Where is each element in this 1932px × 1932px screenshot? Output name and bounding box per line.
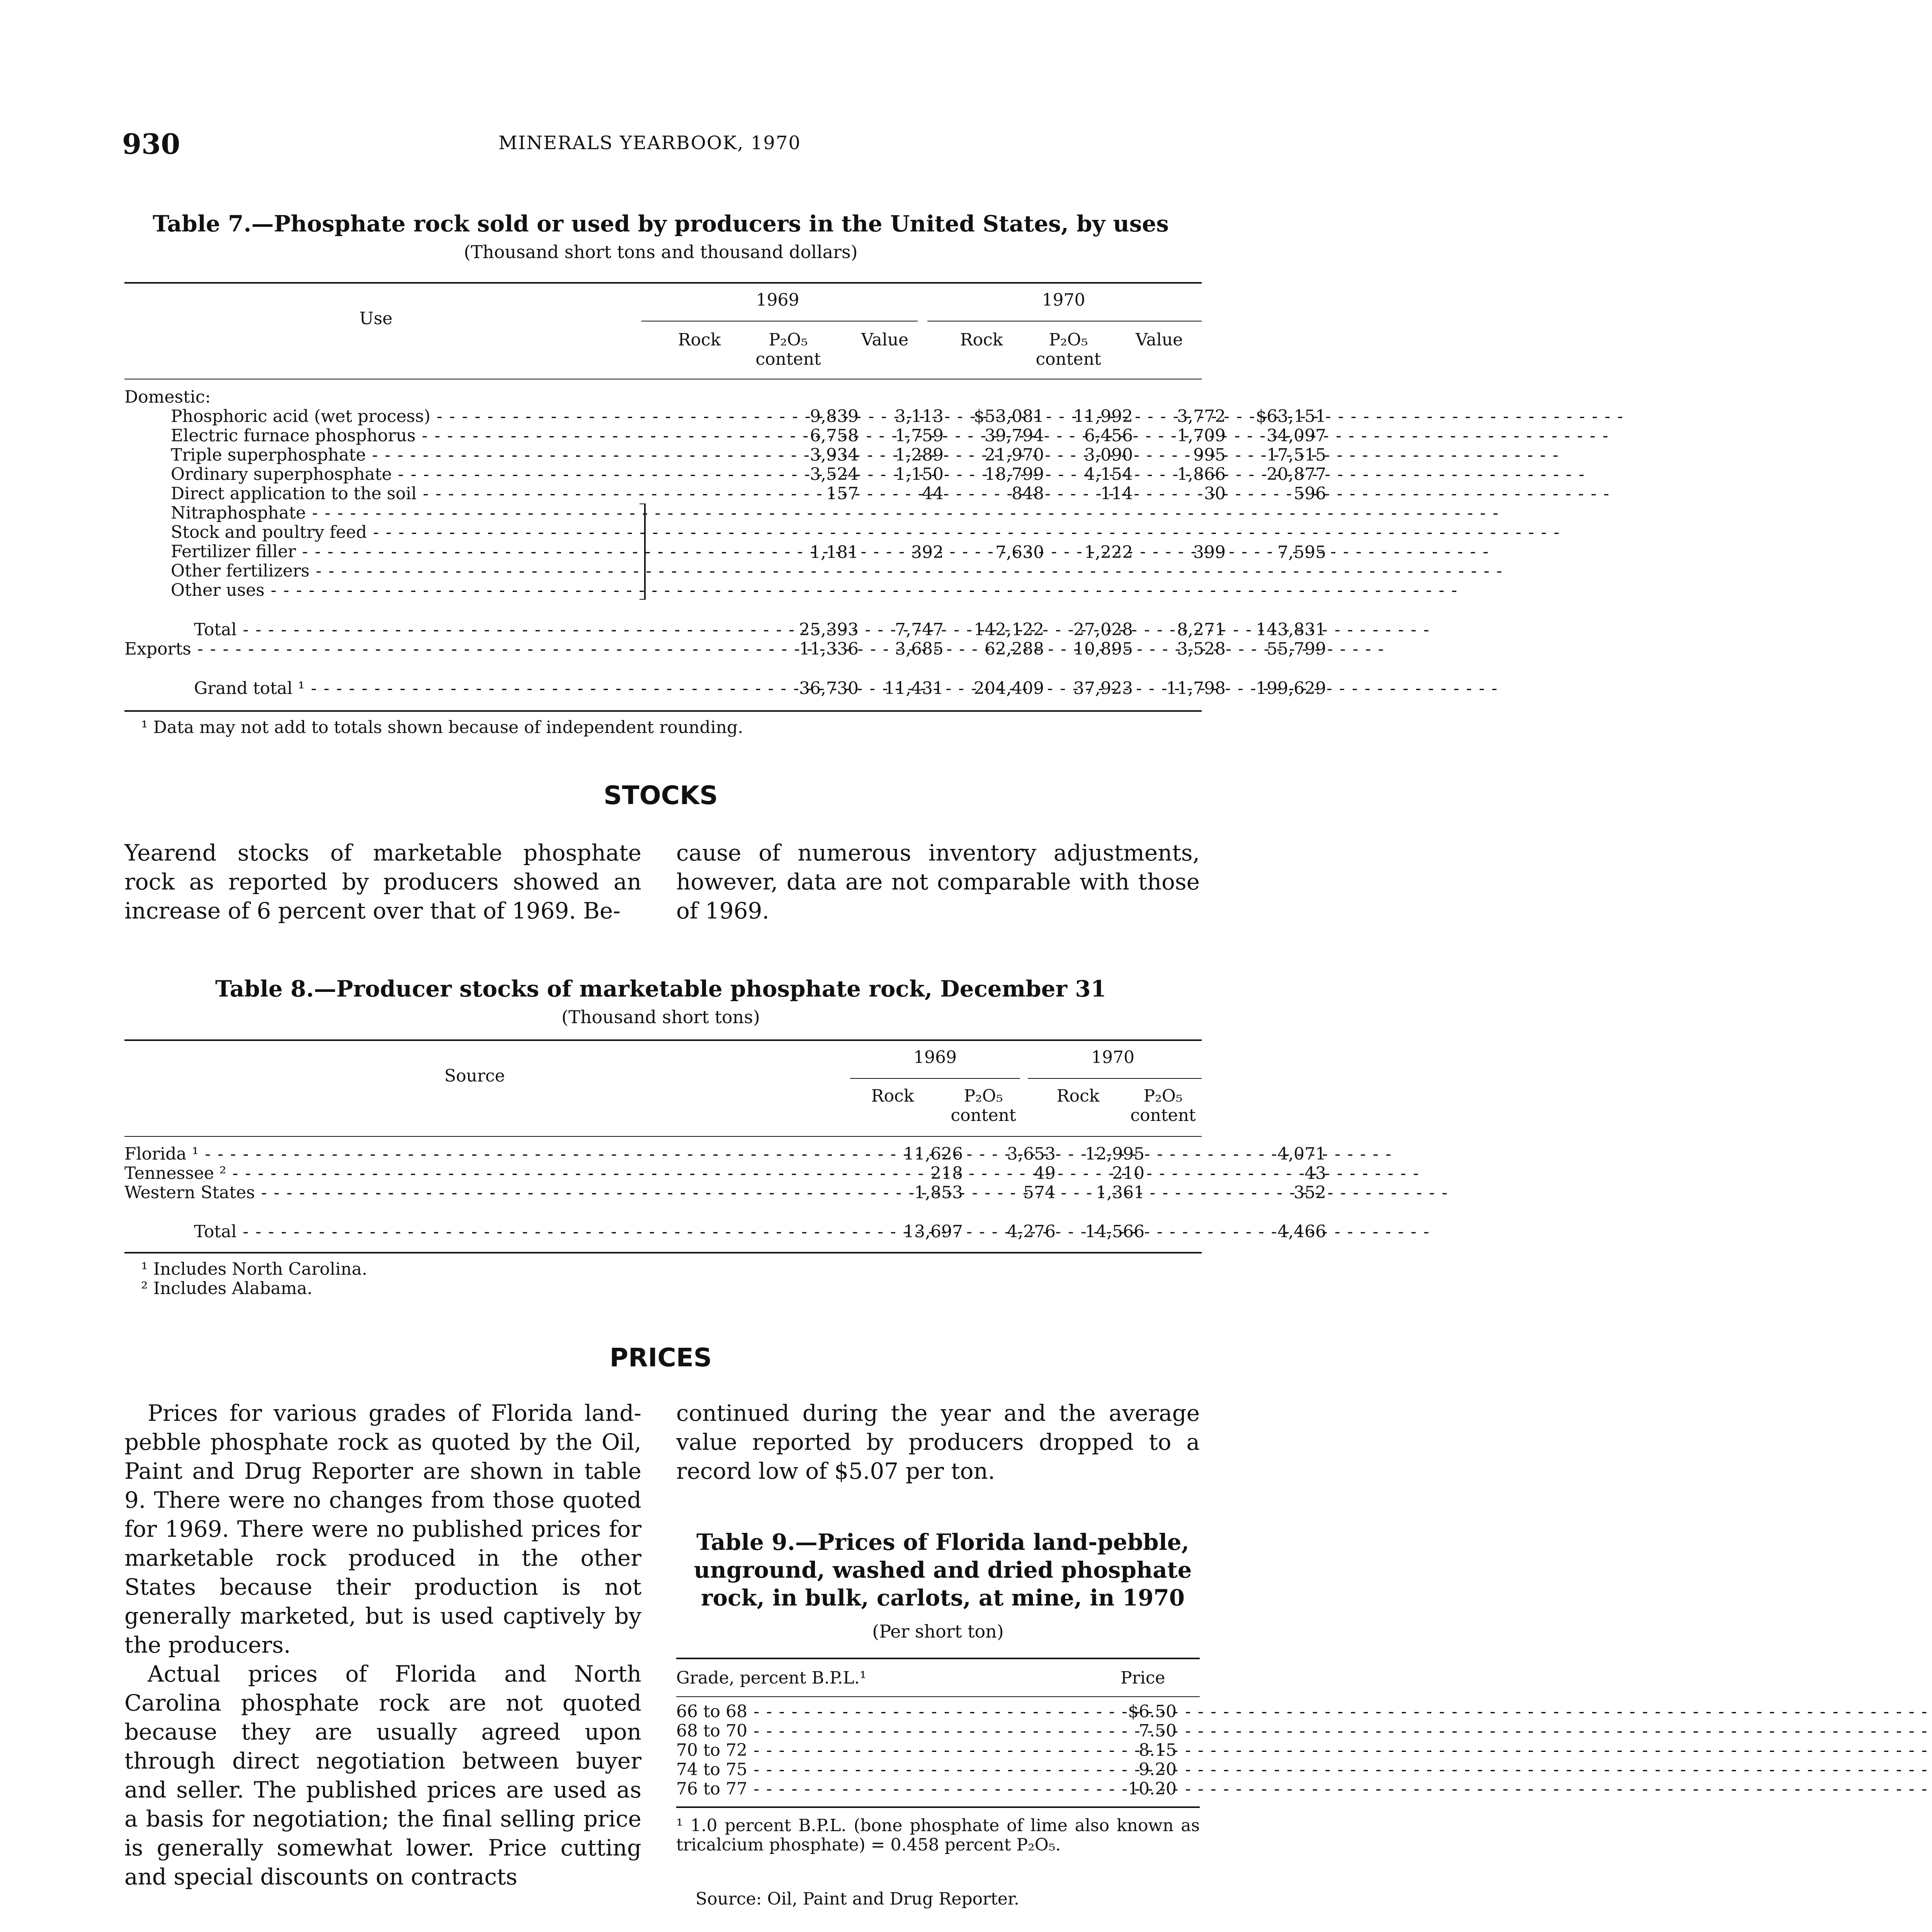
row-label: Electric furnace phosphorus - - -	[171, 426, 758, 446]
paragraph-text: Prices for various grades of Florida land-pebble phosphate rock as quoted by the Oil, Paint and Drug Reporter are shown in table 9. There were no changes from those quoted for 1969. There were no published prices for marketable rock produced in the other States because their production is not generally marketed, but is used captively by the producers.	[124, 1400, 641, 1658]
cell: 10.20	[1128, 1779, 1177, 1799]
cell: 3,090	[1084, 445, 1133, 465]
cell: 14,566	[1085, 1222, 1145, 1242]
table9-footnote: ¹ 1.0 percent B.P.L. (bone phosphate of lime also known as tricalcium phosphate) = 0.458 percent P₂O₅.	[676, 1816, 1200, 1855]
table7-footnote: ¹ Data may not add to totals shown because of independent rounding.	[141, 718, 743, 737]
table7-domestic-label: Domestic:	[124, 387, 211, 407]
table7-year-1969: 1969	[756, 290, 799, 310]
row-label: Florida ¹ - - -	[124, 1145, 851, 1164]
cell: 1,709	[1177, 426, 1226, 446]
table8-header-rule	[124, 1136, 1202, 1137]
table8-year2-rule	[1028, 1078, 1202, 1079]
cell: 1,150	[895, 464, 944, 484]
cell: $63,151	[1256, 406, 1326, 426]
table9-bottom-rule	[676, 1806, 1200, 1808]
table9-top-rule	[676, 1658, 1200, 1659]
table7-grand-total	[124, 679, 1326, 698]
table8-year-1969: 1969	[913, 1048, 957, 1067]
table7-col-p2o5-1: P₂O₅ content	[755, 330, 821, 369]
table7-top-rule	[124, 282, 1202, 284]
cell: 574	[1023, 1183, 1056, 1202]
cell: 204,409	[974, 679, 1044, 698]
row-label: Tennessee ² - - -	[124, 1164, 851, 1183]
table7-col-value-1: Value	[861, 330, 909, 350]
cell: 8.15	[1139, 1740, 1177, 1760]
cell: 49	[1034, 1163, 1056, 1183]
row-label: Direct application to the soil - - -	[171, 484, 758, 503]
table8-col-p2o5-2: P₂O₅ content	[1130, 1086, 1196, 1125]
table9-rows	[676, 1702, 1200, 1799]
row-label: Total - - -	[194, 1222, 851, 1242]
cell: 20,877	[1267, 464, 1326, 484]
cell: 7,630	[995, 543, 1044, 562]
table-row	[676, 1760, 1200, 1779]
table7-col-rock-2: Rock	[960, 330, 1003, 350]
row-label: Grand total ¹ - - -	[194, 679, 758, 698]
cell: 142,122	[974, 620, 1044, 639]
cell: 27,028	[1073, 620, 1133, 639]
cell: 157	[826, 484, 859, 503]
row-label: Ordinary superphosphate - - -	[171, 465, 758, 484]
table8-year1-rule	[850, 1078, 1020, 1079]
cell: 30	[1204, 484, 1226, 503]
stocks-heading: STOCKS	[604, 781, 718, 810]
cell: 4,154	[1084, 464, 1133, 484]
cell: 4,276	[1007, 1222, 1056, 1242]
table-row	[124, 484, 1326, 503]
prices-paragraph-col2: continued during the year and the average value reported by producers dropped to a record low of $5.07 per ton.	[676, 1400, 1200, 1484]
row-label: Exports - - -	[124, 639, 758, 659]
cell: $6.50	[1128, 1702, 1177, 1721]
table8-year-1970: 1970	[1091, 1048, 1134, 1067]
table9-subtitle: (Per short ton)	[872, 1621, 1004, 1642]
cell: $53,081	[974, 406, 1044, 426]
cell: 11,626	[903, 1144, 963, 1164]
cell: 36,730	[799, 679, 859, 698]
table8-total	[124, 1222, 1326, 1242]
table7-col-value-2: Value	[1135, 330, 1183, 350]
table-row	[124, 639, 1326, 659]
cell: 1,181	[810, 543, 859, 562]
table-row	[676, 1741, 1200, 1760]
row-label: 70 to 72 - - -	[676, 1741, 1086, 1760]
table-row	[124, 406, 1326, 426]
cell: 11,992	[1073, 406, 1133, 426]
cell: 11,431	[884, 679, 944, 698]
table-row	[676, 1779, 1200, 1799]
cell: 9.20	[1139, 1760, 1177, 1779]
table-row	[124, 620, 1326, 639]
row-label: Triple superphosphate - - -	[171, 446, 758, 465]
table-row	[124, 445, 1326, 465]
cell: 3,934	[810, 445, 859, 465]
cell: 1,289	[895, 445, 944, 465]
stocks-paragraph-col1: Yearend stocks of marketable phosphate rock as reported by producers showed an increase of 6 percent over that of 1969. Be-	[124, 840, 641, 924]
table8-top-rule	[124, 1039, 1202, 1041]
row-label: Stock and poultry feed - - -	[171, 523, 634, 542]
table8-col-rock-1: Rock	[871, 1086, 914, 1106]
cell: 34,097	[1267, 426, 1326, 446]
table8-title: Table 8.—Producer stocks of marketable phosphate rock, December 31	[215, 976, 1106, 1002]
cell: 3,772	[1177, 406, 1226, 426]
cell: 4,466	[1277, 1222, 1326, 1242]
prices-paragraph-1	[124, 1399, 641, 1891]
cell: 352	[1294, 1183, 1326, 1202]
cell: 21,970	[985, 445, 1044, 465]
table-row	[124, 426, 1326, 446]
cell: 18,799	[985, 464, 1044, 484]
table-row	[124, 1144, 1326, 1164]
cell: 3,528	[1177, 639, 1226, 659]
table8-col-p2o5-1: P₂O₅ content	[951, 1086, 1016, 1125]
table8-col-source: Source	[444, 1066, 505, 1086]
row-label: Fertilizer filler - - -	[171, 542, 634, 561]
cell: 3,113	[895, 406, 944, 426]
cell: 25,393	[799, 620, 859, 639]
cell: 6,456	[1084, 426, 1133, 446]
cell: 210	[1112, 1163, 1145, 1183]
row-label: Phosphoric acid (wet process) - - -	[171, 407, 758, 426]
cell: 3,653	[1007, 1144, 1056, 1164]
table7-subtitle: (Thousand short tons and thousand dollars)	[464, 242, 858, 262]
cell: 1,866	[1177, 464, 1226, 484]
cell: 10,895	[1073, 639, 1133, 659]
table8-subtitle: (Thousand short tons)	[561, 1007, 760, 1027]
cell: 218	[930, 1163, 963, 1183]
table-row	[676, 1702, 1200, 1721]
stocks-paragraph-col2: cause of numerous inventory adjustments, however, data are not comparable with those of 1969.	[676, 840, 1200, 924]
cell: 143,831	[1256, 620, 1326, 639]
cell: 596	[1294, 484, 1326, 503]
table8-bottom-rule	[124, 1252, 1202, 1253]
table7-year-1970: 1970	[1042, 290, 1085, 310]
row-label: 76 to 77 - - -	[676, 1779, 1086, 1799]
table7-col-rock-1: Rock	[678, 330, 721, 350]
cell: 9,839	[810, 406, 859, 426]
table8-col-rock-2: Rock	[1056, 1086, 1100, 1106]
cell: 8,271	[1177, 620, 1226, 639]
table8-footnote-2: ² Includes Alabama.	[141, 1279, 313, 1298]
cell: 37,923	[1073, 679, 1133, 698]
table-row	[124, 1183, 1326, 1202]
row-label: 74 to 75 - - -	[676, 1760, 1086, 1779]
table7-bottom-rule	[124, 710, 1202, 712]
cell: 1,222	[1084, 543, 1133, 562]
table9-col-grade: Grade, percent B.P.L.¹	[676, 1668, 867, 1688]
cell: 114	[1100, 484, 1133, 503]
cell: 39,794	[985, 426, 1044, 446]
page-number: 930	[122, 128, 180, 160]
table7-group-values	[124, 543, 1326, 562]
row-label: 66 to 68 - - -	[676, 1702, 1086, 1721]
cell: 6,758	[810, 426, 859, 446]
row-label: 68 to 70 - - -	[676, 1721, 1086, 1741]
table7-col-p2o5-2: P₂O₅ content	[1036, 330, 1101, 369]
cell: 43	[1304, 1163, 1326, 1183]
cell: 7,747	[895, 620, 944, 639]
running-head: MINERALS YEARBOOK, 1970	[498, 132, 801, 154]
table8-rows	[124, 1144, 1326, 1202]
row-label: Western States - - -	[124, 1183, 851, 1202]
cell: 1,759	[895, 426, 944, 446]
cell: 17,515	[1267, 445, 1326, 465]
cell: 11,798	[1166, 679, 1226, 698]
cell: 55,799	[1267, 639, 1326, 659]
row-label: Other fertilizers - - -	[171, 561, 634, 581]
cell: 3,524	[810, 464, 859, 484]
cell: 11,336	[799, 639, 859, 659]
table9-source: Source: Oil, Paint and Drug Reporter.	[696, 1889, 1019, 1909]
cell: 44	[922, 484, 944, 503]
table9-title: Table 9.—Prices of Florida land-pebble, unground, washed and dried phosphate rock, in bulk, carlots, at mine, in 1970	[694, 1529, 1192, 1611]
prices-heading: PRICES	[609, 1343, 712, 1372]
table7-totals	[124, 620, 1326, 659]
cell: 7.50	[1139, 1721, 1177, 1741]
row-label: Total - - -	[194, 620, 758, 639]
cell: 12,995	[1085, 1144, 1145, 1164]
table9-col-price: Price	[1121, 1668, 1165, 1688]
cell: 3,685	[895, 639, 944, 659]
table9-header-rule	[676, 1696, 1200, 1697]
cell: 7,595	[1277, 543, 1326, 562]
row-label: Nitraphosphate - - -	[171, 503, 634, 523]
table7-col-use: Use	[359, 309, 393, 328]
cell: 392	[911, 543, 944, 562]
table-row	[124, 1163, 1326, 1183]
table-row	[124, 464, 1326, 484]
row-label: Other uses - - -	[171, 581, 634, 600]
cell: 4,071	[1277, 1144, 1326, 1164]
table7-title: Table 7.—Phosphate rock sold or used by producers in the United States, by uses	[153, 211, 1169, 237]
table7-rows	[124, 406, 1326, 503]
cell: 848	[1012, 484, 1044, 503]
cell: 1,361	[1096, 1183, 1145, 1202]
table8-footnote-1: ¹ Includes North Carolina.	[141, 1259, 367, 1279]
cell: 62,288	[985, 639, 1044, 659]
table-row	[676, 1721, 1200, 1741]
cell: 995	[1193, 445, 1226, 465]
cell: 13,697	[903, 1222, 963, 1242]
paragraph-text: Actual prices of Florida and North Carolina phosphate rock are not quoted because they are usually agreed upon through direct negotiation between buyer and seller. The published prices are used as a basis for negotiation; the final selling price is generally somewhat lower. Price cutting and special discounts on contracts	[124, 1661, 641, 1890]
cell: 1,853	[914, 1183, 963, 1202]
cell: 199,629	[1256, 679, 1326, 698]
cell: 399	[1193, 543, 1226, 562]
